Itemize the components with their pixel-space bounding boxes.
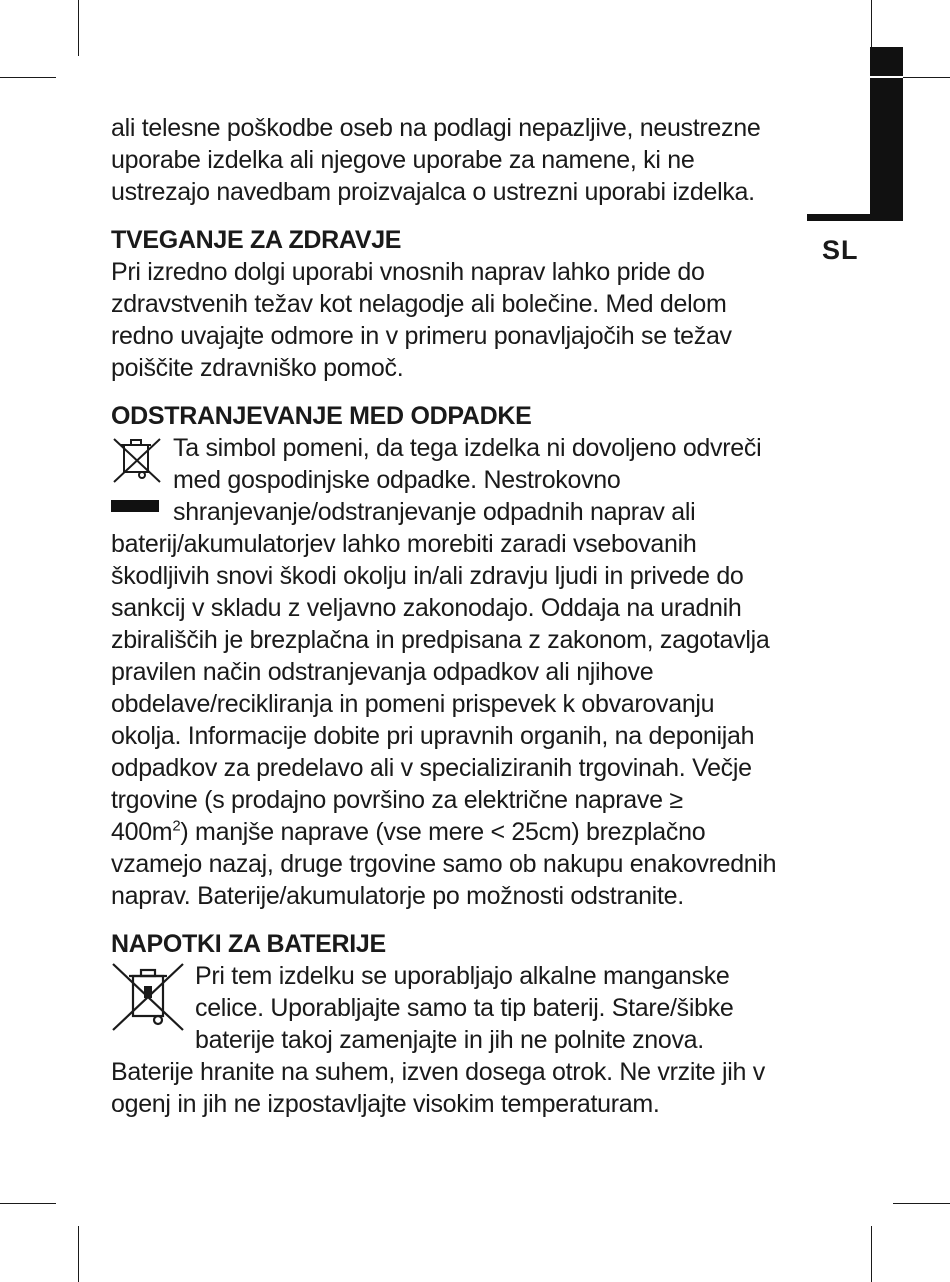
health-section	[111, 224, 791, 384]
disposal-text-end: ) manjše naprave (vse mere < 25cm) brezplačno vzamejo nazaj, druge trgovine samo ob nakupu enakovrednih naprav. Baterije/akumulatorje po možnosti odstranite.	[111, 818, 777, 910]
language-tab-marker	[870, 47, 903, 221]
crop-mark-bottom-left-horizontal	[0, 1203, 56, 1204]
disposal-unit: 400m	[111, 818, 173, 846]
crop-mark-bottom-right-horizontal	[893, 1203, 950, 1204]
intro-paragraph: ali telesne poškodbe oseb na podlagi nepazljive, neustrezne uporabe izdelka ali njegove uporabe za namene, ki ne ustrezajo navedbam proizvajalca o ustrezni uporabi izdelka.	[111, 114, 761, 206]
crop-mark-top-left-horizontal	[0, 77, 56, 78]
disposal-paragraph	[111, 432, 791, 912]
health-paragraph: Pri izredno dolgi uporabi vnosnih naprav lahko pride do zdravstvenih težav kot nelagodje ali bolečine. Med delom redno uvajajte odmore in v primeru ponavljajočih se težav poiščite zdravniško pomoč.	[111, 258, 732, 382]
crop-mark-top-left-vertical	[78, 0, 79, 56]
language-tab-underline	[807, 214, 903, 221]
disposal-heading: ODSTRANJEVANJE MED ODPADKE	[111, 402, 532, 430]
language-tab-tick	[858, 76, 903, 78]
language-tag: SL	[822, 235, 859, 265]
health-heading: TVEGANJE ZA ZDRAVJE	[111, 226, 402, 254]
battery-heading: NAPOTKI ZA BATERIJE	[111, 930, 386, 958]
battery-paragraph: Pri tem izdelku se uporabljajo alkalne manganske celice. Uporabljajte samo ta tip baterij. Stare/šibke baterije takoj zamenjajte in jih ne polnite znova. Baterije hranite na suhem, izven dosega otrok. Ne vrzite jih v ogenj in jih ne izpostavljajte visokim temperaturam.	[111, 962, 765, 1118]
battery-section	[111, 928, 791, 1120]
crossed-out-wheelie-bin-icon	[111, 434, 163, 518]
crop-mark-bottom-right-vertical	[871, 1226, 872, 1282]
crossed-out-battery-bin-icon	[111, 962, 185, 1032]
intro-section	[111, 112, 791, 208]
disposal-text: Ta simbol pomeni, da tega izdelka ni dovoljeno odvreči med gospodinjske odpadke. Nestrokovno shranjevanje/odstranjevanje odpadnih naprav ali baterij/akumulatorjev lahko morebiti zaradi vsebovanih škodljivih snovi škodi okolju in/ali zdravju ljudi in privede do sankcij v skladu z veljavno zakonodajo. Oddaja na uradnih zbirališčih je brezplačna in predpisana z zakonom, zagotavlja pravilen način odstranjevanja odpadkov ali njihove obdelave/recikliranja in pomeni prispevek k obvarovanju okolja. Informacije dobite pri upravnih organih, na deponijah odpadkov za predelavo ali v specializiranih trgovinah. Večje trgovine (s prodajno površino za električne naprave ≥	[111, 434, 770, 814]
crop-mark-bottom-left-vertical	[78, 1226, 79, 1282]
manual-content	[111, 112, 791, 1120]
disposal-section	[111, 400, 791, 912]
disposal-unit-superscript: 2	[172, 817, 181, 835]
